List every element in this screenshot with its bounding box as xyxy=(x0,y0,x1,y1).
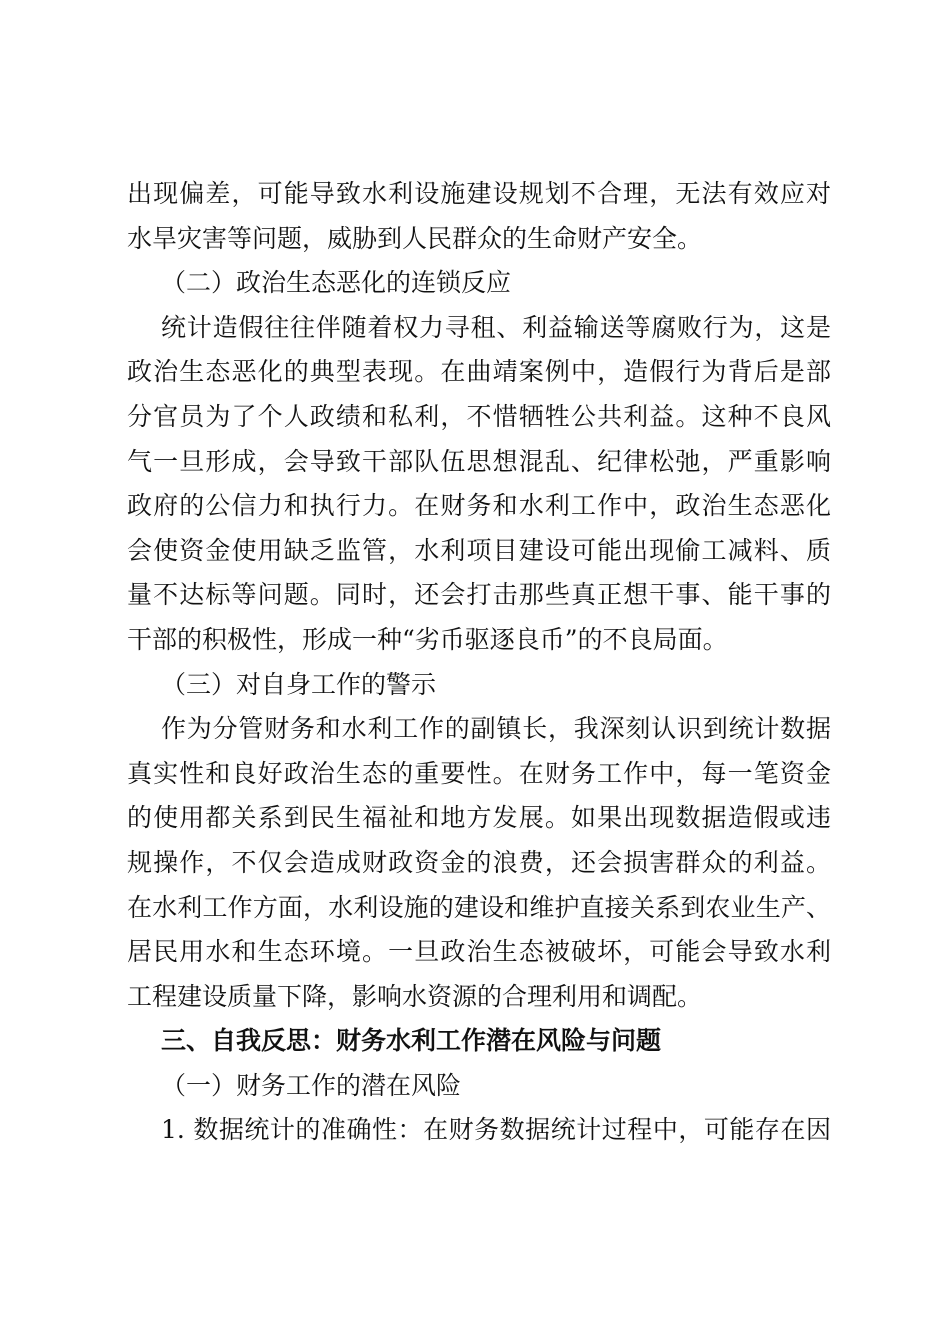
section-heading: （三）对自身工作的警示 xyxy=(161,669,437,699)
body-text-line: 气一旦形成，会导致干部队伍思想混乱、纪律松弛，严重影响 xyxy=(127,446,831,476)
body-text-line: 真实性和良好政治生态的重要性。在财务工作中，每一笔资金 xyxy=(127,758,831,788)
body-text-line: 出现偏差，可能导致水利设施建设规划不合理，无法有效应对 xyxy=(127,179,831,208)
body-text-line: 分官员为了个人政绩和私利，不惜牺牲公共利益。这种不良风 xyxy=(127,401,831,431)
body-text-line: 的使用都关系到民生福祉和地方发展。如果出现数据造假或违 xyxy=(127,803,831,833)
section-heading: （二）政治生态恶化的连锁反应 xyxy=(161,268,512,298)
body-text-line: 居民用水和生态环境。一旦政治生态被破坏，可能会导致水利 xyxy=(127,937,831,967)
body-text-line: 在水利工作方面，水利设施的建设和维护直接关系到农业生产、 xyxy=(127,892,831,922)
body-text-line: 1. 数据统计的准确性：在财务数据统计过程中，可能存在因 xyxy=(161,1115,831,1145)
body-text-line: 会使资金使用缺乏监管，水利项目建设可能出现偷工减料、质 xyxy=(127,535,831,565)
body-text-line: 工程建设质量下降，影响水资源的合理利用和调配。 xyxy=(127,981,703,1011)
section-heading: （一）财务工作的潜在风险 xyxy=(161,1070,462,1100)
body-text-line: 水旱灾害等问题，威胁到人民群众的生命财产安全。 xyxy=(127,223,703,253)
body-text-line: 政府的公信力和执行力。在财务和水利工作中，政治生态恶化 xyxy=(127,491,831,521)
body-text-line: 规操作，不仅会造成财政资金的浪费，还会损害群众的利益。 xyxy=(127,847,831,877)
body-text-line: 作为分管财务和水利工作的副镇长，我深刻认识到统计数据 xyxy=(161,714,831,744)
body-text-line: 统计造假往往伴随着权力寻租、利益输送等腐败行为，这是 xyxy=(161,312,831,342)
document-page xyxy=(127,172,831,1153)
chapter-heading: 三、自我反思：财务水利工作潜在风险与问题 xyxy=(161,1026,662,1056)
body-text-line: 政治生态恶化的典型表现。在曲靖案例中，造假行为背后是部 xyxy=(127,357,831,387)
body-text-line: 量不达标等问题。同时，还会打击那些真正想干事、能干事的 xyxy=(127,580,831,610)
body-text-line: 干部的积极性，形成一种“劣币驱逐良币”的不良局面。 xyxy=(127,624,728,654)
